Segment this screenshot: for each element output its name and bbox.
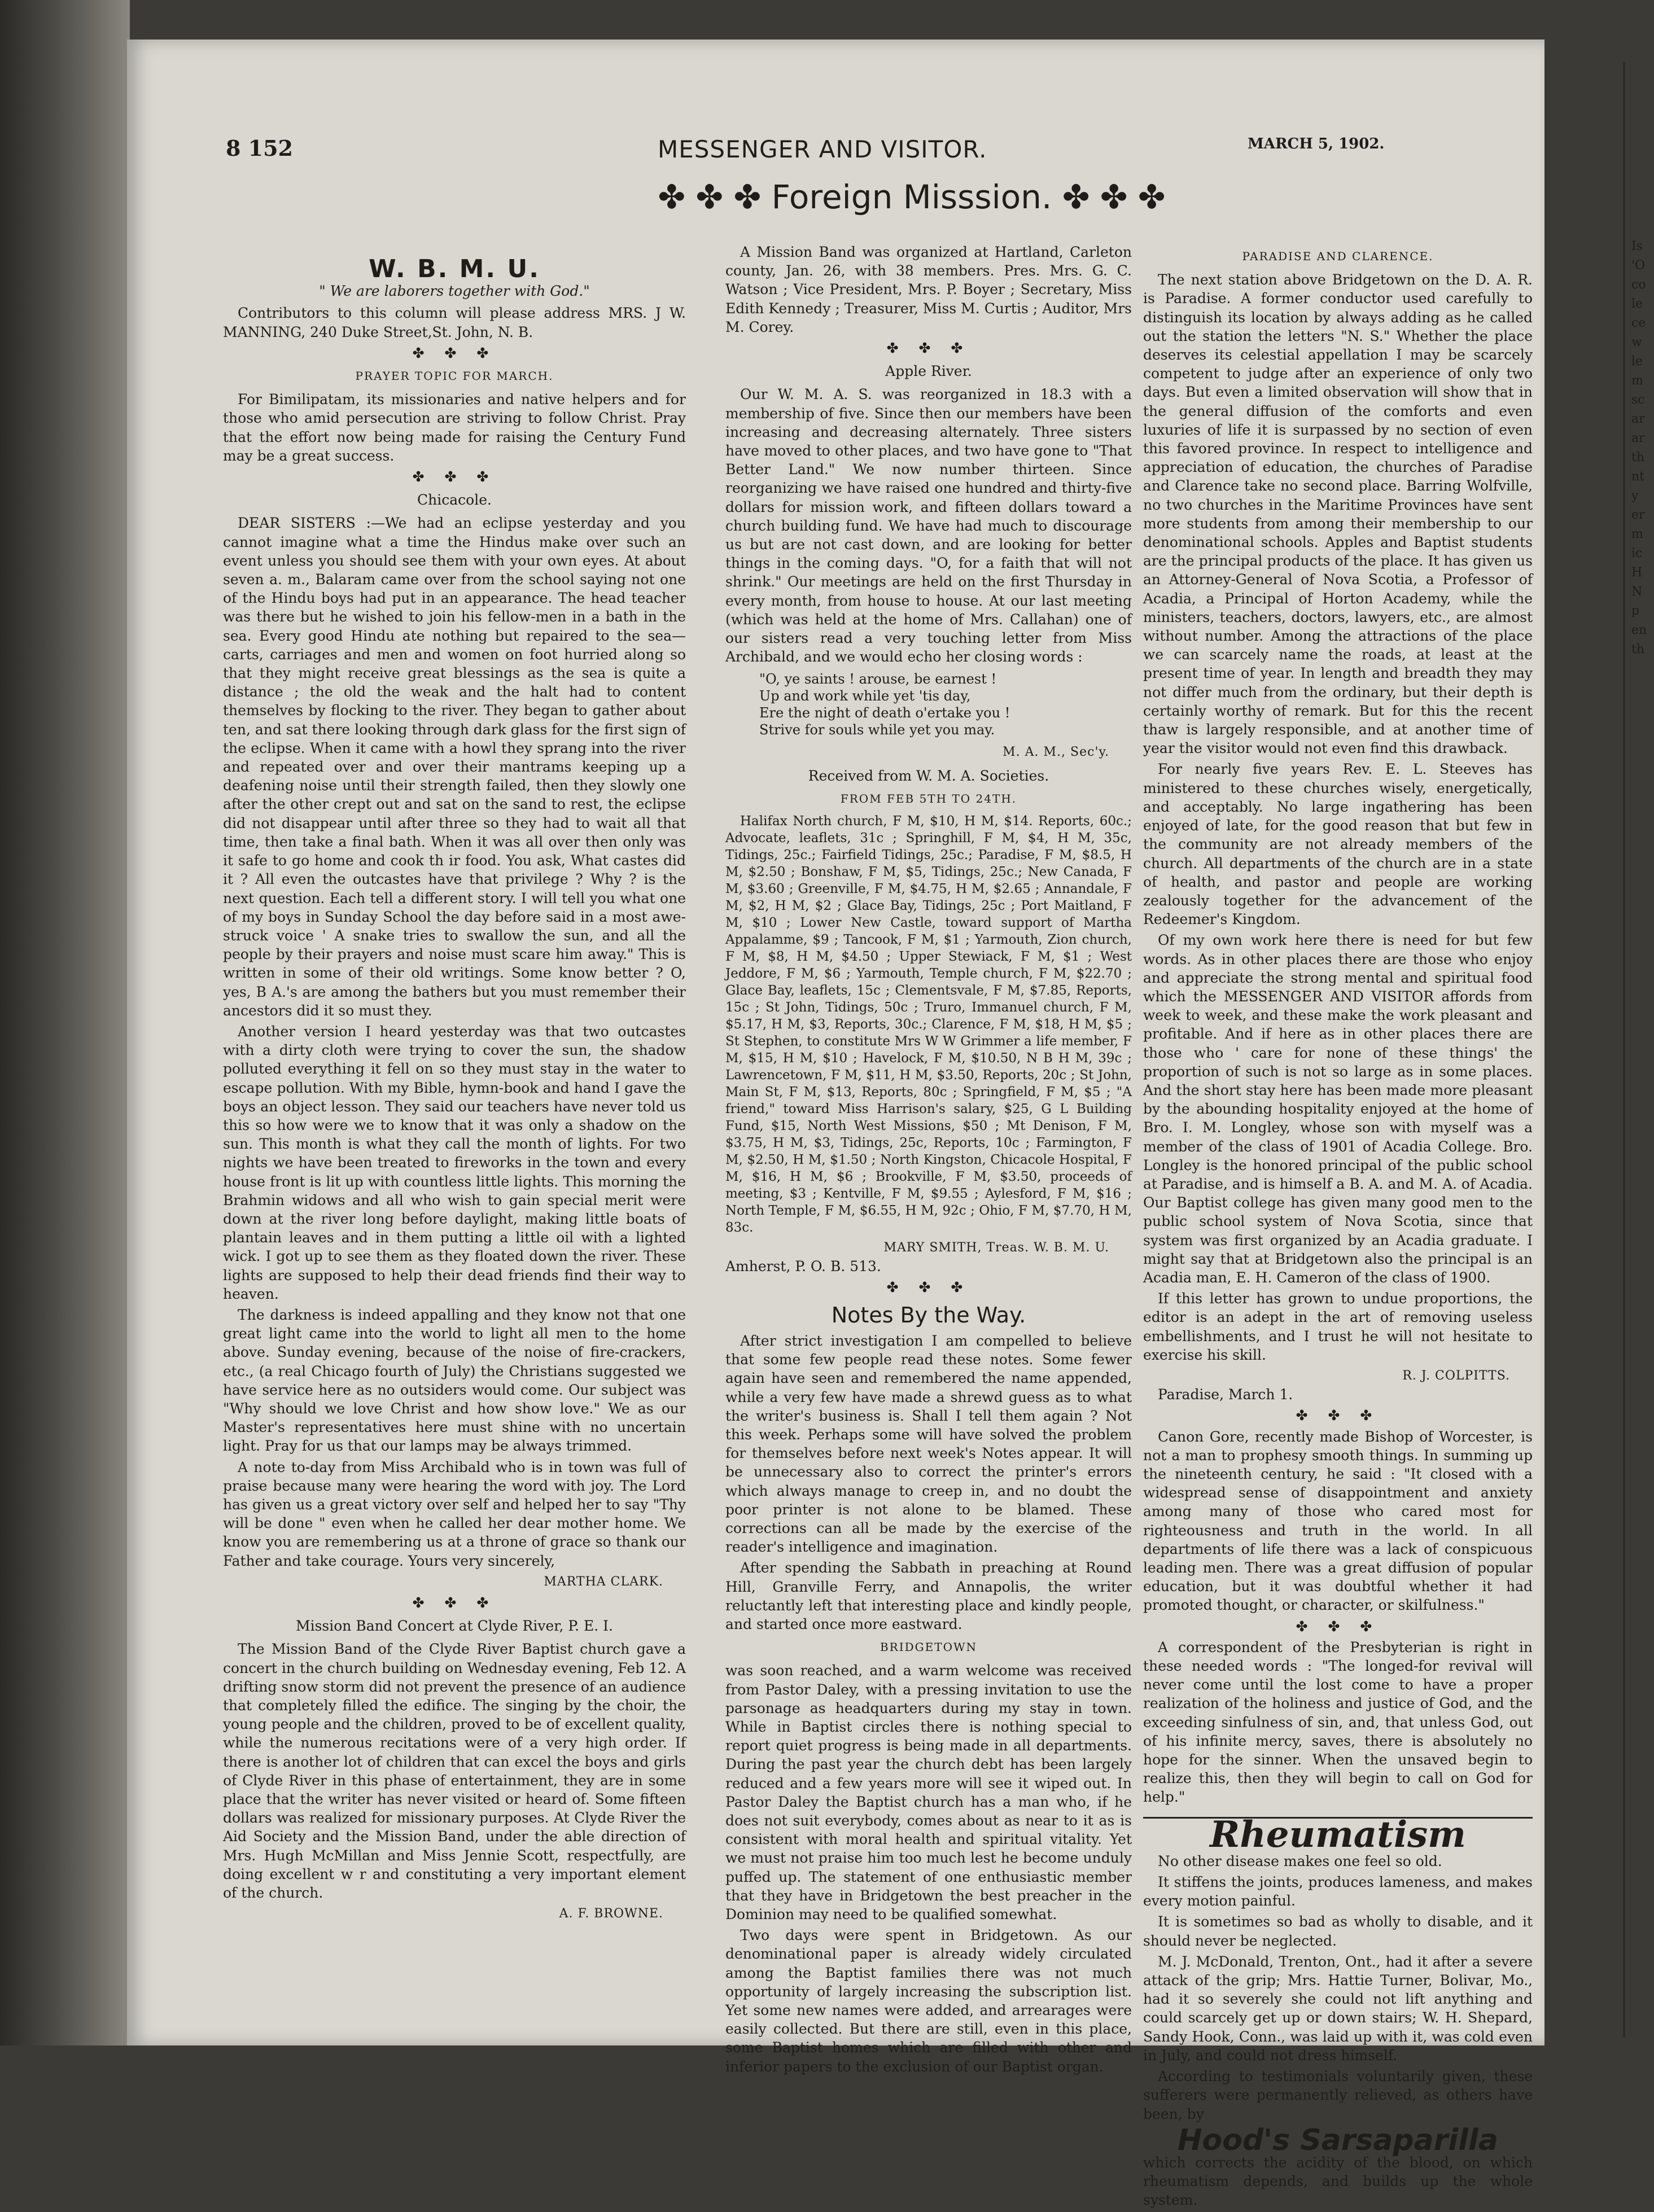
ad-tail: which corrects the acidity of the blood, on which rheumatism depends, and builds up the whole system. xyxy=(1143,2154,1533,2209)
ornament: ✤ ✤ ✤ xyxy=(886,340,971,357)
book-binding xyxy=(0,0,130,2045)
paradise-paragraph: For nearly five years Rev. E. L. Steeves has ministered to these churches wisely, energetically, and acceptably. No large ingathering has been enjoyed of late, for the good reason that but few in the community are not already members of the church. All departments of the church are in a state of health, and pastor and people are working zealously together for the advancement of the Redeemer's Kingdom. xyxy=(1143,761,1533,928)
edge-fragment: le xyxy=(1631,297,1643,311)
edge-fragment: ce xyxy=(1631,316,1646,330)
bridgetown-paragraph: Two days were spent in Bridgetown. As our denominational paper is already widely circulated among the Baptist families there was not much opportunity of largely increasing the subscription list. Yet some new names were added, and arrearages were easily collected. But there are still, even in this place, some Baptist homes which are filled with other and inferior papers to the exclusion of our Baptist organ. xyxy=(725,1927,1132,2075)
chicacole-heading: Chicacole. xyxy=(417,492,492,509)
apple-river-heading: Apple River. xyxy=(885,363,972,380)
presbyterian-quote: A correspondent of the Presbyterian is right in these needed words : "The longed-for revival will never come until the lost come to have a proper realization of the holiness and justice of God, and the exceeding sinfulness of sin, and, that unless God, out of his infinite mercy, saves, there is absolutely no hope for the sinner. When the unsaved begin to realize this, then they will begin to call on God for help." xyxy=(1143,1639,1533,1806)
page-fold xyxy=(1623,62,1625,2038)
edge-fragment: m xyxy=(1631,374,1643,388)
column-mission xyxy=(725,243,1132,2078)
edge-fragment: p xyxy=(1631,604,1640,618)
apple-river-report: Our W. M. A. S. was reorganized in 18.3 with a membership of five. Since then our members have been increasing and decreasing alternately. Three sisters have moved to other places, and two have gone to "That Better Land." We now number thirteen. Since reorganizing we have raised one hundred and thirty-five dollars for mission work, and fifteen dollars toward a church building fund. We have had much to discourage us but are not cast down, and are looking for better things in the coming days. "O, for a faith that will not shrink." Our meetings are held on the first Thursday in every month, from house to house. At our last meeting (which was held at the home of Mrs. Callahan) one of our sisters read a very touching letter from Miss Archibald, and we would echo her closing words : xyxy=(725,386,1132,665)
apple-river-signature: M. A. M., Sec'y. xyxy=(1003,745,1109,760)
ad-paragraph: According to testimonials voluntarily given, these sufferers were permanently relieved, as others have been, by xyxy=(1143,2068,1533,2122)
concert-report: The Mission Band of the Clyde River Baptist church gave a concert in the church building on Wednesday evening, Feb 12. A drifting snow storm did not prevent the presence of an audience that completely filled the edifice. The singing by the choir, the young people and the children, proved to be of excellent quality, while the numerous recitations were of a very high order. If there is another lot of children that can excel the boys and girls of Clyde River in this phase of entertainment, they are in some place that the writer has never visited or heard of. Some fifteen dollars was realized for missionary purposes. At Clyde River the Aid Society and the Mission Band, under the able direction of Mrs. Hugh McMillan and Miss Jennie Scott, respectfully, are doing excellent w r and constituting a very important element of the church. xyxy=(223,1641,686,1902)
notes-paragraph: After spending the Sabbath in preaching at Round Hill, Granville Ferry, and Annapolis, the writer reluctantly left that interesting place and kindly people, and started once more eastward. xyxy=(725,1560,1132,1632)
ornament-left: ✤ ✤ ✤ xyxy=(658,178,762,216)
ornament: ✤ ✤ ✤ xyxy=(886,1279,971,1296)
edge-fragment: le xyxy=(1631,354,1643,369)
ornament: ✤ ✤ ✤ xyxy=(412,1595,497,1611)
ornament-right: ✤ ✤ ✤ xyxy=(1062,178,1166,216)
edge-fragment: sc xyxy=(1631,393,1645,407)
edge-fragment: y xyxy=(1631,489,1639,503)
section-heading xyxy=(612,178,1211,216)
edge-fragment: w xyxy=(1631,335,1642,349)
paradise-heading: PARADISE AND CLARENCE. xyxy=(1242,249,1434,263)
column-paradise xyxy=(1143,243,1533,2212)
edge-fragment: H xyxy=(1631,566,1643,580)
edge-fragment: N xyxy=(1631,585,1643,599)
received-heading: Received from W. M. A. Societies. xyxy=(808,767,1049,784)
letter-paragraph: A note to-day from Miss Archibald who is in town was full of praise because many were hearing the word with joy. The Lord has given us a great victory over self and helped her to say "Thy will be done " even when he called her dear mother home. We know you are remembering us at a throne of grace so thank our Father and take courage. Yours very sincerely, xyxy=(223,1458,686,1569)
letter-signature: MARTHA CLARK. xyxy=(544,1574,663,1589)
edge-fragment: th xyxy=(1631,450,1645,465)
hartland-band: A Mission Band was organized at Hartland, Carleton county, Jan. 26, with 38 members. Pres. Mrs. G. C. Watson ; Vice President, Mrs. P. Boyer ; Secretary, Miss Edith Kennedy ; Treasurer, Miss M. Curtis ; Auditor, Mrs M. Corey. xyxy=(725,244,1132,335)
poem xyxy=(759,671,1132,738)
prayer-topic: For Bimilipatam, its missionaries and native helpers and for those who amid persecution are striving to follow Christ. Pray that the effort now being made for raising the Century Fund may be a great success. xyxy=(223,391,686,464)
ornament: ✤ ✤ ✤ xyxy=(412,344,497,361)
issue-date: MARCH 5, 1902. xyxy=(1248,135,1385,152)
wbmu-motto: " We are laborers together with God." xyxy=(319,283,590,300)
page-number: 8 152 xyxy=(226,135,293,161)
poem-line: Up and work while yet 'tis day, xyxy=(759,688,971,704)
hoods-advertisement xyxy=(1143,1813,1533,2210)
notes-paragraph: After strict investigation I am compelled to believe that some few people read these notes. Some fewer again have seen and remembered the name appended, while a very few have made a shrewd guess as to what the writer's business is. Shall I tell them again ? Not this week. Perhaps some will have solved the problem for themselves before next week's Notes appear. It will be unnecessary also to correct the printer's errors which always manage to creep in, and no doubt the poor printer is not alone to be blamed. These corrections can all be made by the exercise of the reader's intelligence and imagination. xyxy=(725,1332,1132,1556)
notes-heading: Notes By the Way. xyxy=(831,1302,1026,1328)
edge-fragment: ic xyxy=(1631,546,1643,560)
poem-line: Strive for souls while yet you may. xyxy=(759,722,995,738)
treasurer-signature: MARY SMITH, Treas. W. B. M. U. xyxy=(883,1241,1109,1255)
ad-paragraph: No other disease makes one feel so old. xyxy=(1158,1852,1442,1869)
paradise-paragraph: The next station above Bridgetown on the D. A. R. is Paradise. A former conductor used carefully to distinguish its location by always adding as he called out the station the letters "N. S." Whether the place deserves its celestial appellation I may be scarcely competent to judge after an experience of only two days. But even a limited observation will show that in the general diffusion of the comforts and even luxuries of life it is surpassed by no section of even this favored province. In respect to intelligence and appreciation of education, the churches of Paradise and Clarence take no second place. Barring Wolfville, no two churches in the Maritime Provinces have sent more students from among their membership to our denominational schools. Apples and Baptist students are the principal products of the place. It has given us an Attorney-General of Nova Scotia, a Professor of Acadia, a Principal of Horton Academy, while the ministers, teachers, doctors, lawyers, etc., are almost without number. Among the attractions of the place we can scarcely name the roads, at least at the present time of year. In length and breadth they may not differ much from the ordinary, but their depth is certainly worthy of remark. But for this the recent thaw is largely responsible, and at another time of year the visitor would not even find this drawback. xyxy=(1143,271,1533,757)
ad-paragraph: M. J. McDonald, Trenton, Ont., had it after a severe attack of the grip; Mrs. Hattie Turner, Bolivar, Mo., had it so severely she could not lift anything and could scarcely get up or down stairs; W. H. Shepard, Sandy Hook, Conn., was laid up with it, was cold even in July, and could not dress himself. xyxy=(1143,1953,1533,2064)
concert-heading: Mission Band Concert at Clyde River, P. E. I. xyxy=(295,1618,614,1635)
ad-paragraph: It is sometimes so bad as wholly to disable, and it should never be neglected. xyxy=(1143,1913,1533,1949)
paradise-paragraph: Of my own work here there is need for but few words. As in other places there are those who enjoy and appreciate the strong mental and spiritual food which the MESSENGER AND VISITOR affords from week to week, and these make the work pleasant and profitable. And if here as in other places there are those who ' care for none of these things' the proportion of such is not so large as in some places. And the short stay here has been made more pleasant by the abounding hospitality enjoyed at the home of Bro. I. M. Longley, whose son with myself was a member of the class of 1901 of Acadia College. Bro. Longley is the honored principal of the public school at Paradise, and is himself a B. A. and M. A. of Acadia. Our Baptist college has given many good men to the public school system of Nova Scotia, since that system was first organized by an Acadia graduate. I might say that at Bridgetown also the principal is an Acadia man, E. H. Cameron of the class of 1900. xyxy=(1143,932,1533,1286)
newspaper-title: MESSENGER AND VISITOR. xyxy=(658,135,987,163)
letter-paragraph: The darkness is indeed appalling and they know not that one great light came into the world to light all men to the home above. Sunday evening, because of the noise of fire-crackers, etc., (a real Chicago fourth of July) the Christians suggested we have service here as no outsiders would come. Our subject was "Why should we love Christ and how show love." We as our Master's representatives here must shine with no uncertain light. Pray for us that our lamps may be always trimmed. xyxy=(223,1306,686,1455)
received-dates: FROM FEB 5TH TO 24TH. xyxy=(840,791,1017,805)
wbmu-intro: Contributors to this column will please address MRS. J W. MANNING, 240 Duke Street,St. John, N. B. xyxy=(223,305,686,340)
dateline: Paradise, March 1. xyxy=(1158,1386,1293,1403)
ornament: ✤ ✤ ✤ xyxy=(1296,1618,1380,1635)
edge-fragment: co xyxy=(1631,278,1646,292)
edge-fragment: nt xyxy=(1631,470,1645,484)
treasurer-address: Amherst, P. O. B. 513. xyxy=(725,1258,881,1275)
canon-gore: Canon Gore, recently made Bishop of Worcester, is not a man to prophesy smooth things. In summing up the nineteenth century, he said : "It closed with a widespread sense of disappointment and anxiety among many of those who cared most for righteousness and truth in the world. In all departments of life there was a lack of conspicuous leading men. There was a great diffusion of popular education, but it was doubtful whether it had promoted thought, or character, or skilfulness." xyxy=(1143,1428,1533,1614)
edge-fragment: er xyxy=(1631,508,1645,522)
edge-fragment: ar xyxy=(1631,412,1645,426)
section-title: Foreign Misssion. xyxy=(771,178,1052,216)
ornament: ✤ ✤ ✤ xyxy=(1296,1407,1380,1424)
letter-paragraph: DEAR SISTERS :—We had an eclipse yesterday and you cannot imagine what a time the Hindus make over such an event unless you should see them with your own eyes. At about seven a. m., Balaram came over from the school saying not one of the Hindu boys had put in an appearance. The head teacher was there but he wished to join his fellow-men in a bath in the sea. Every good Hindu ate nothing but repaired to the sea—carts, carriages and men and women on foot hurried along so that they might receive great blessings as the sea is quite a distance ; the old the weak and the halt had to content themselves by flocking to the river. They began to gather about ten, and sat there looking through dark glass for the first sign of the eclipse. When it came with a howl they sprang into the river and repeated over and over their mantrams keeping up a deafening noise until their strength failed, then they slowly one after the other crept out and sat on the sand to rest, the eclipse did not disappear until after three so they had to wait all that time, then take a final bath. When it was all over then only was it safe to go home and cook th ir food. You ask, What castes did it ? All even the outcastes have that privilege ? Why ? is the next question. Each tell a different story. I will tell you what one of my boys in Sunday School the day before said in a most awe-struck voice ' A snake tries to swallow the sun, and all the people by their prayers and noise must scare him away." This is written in some of their old writings. Some know better ? O, yes, B A.'s are among the bathers but you must remember their ancestors did it so must they. xyxy=(223,515,686,1019)
received-list: Halifax North church, F M, $10, H M, $14. Reports, 60c.; Advocate, leaflets, 31c ; Springhill, F M, $4, H M, 35c, Tidings, 25c.; Fairfield Tidings, 25c.; Paradise, F M, $8.5, H M, $2.50 ; Bonshaw, F M, $5, Tidings, 25c.; New Canada, F M, $3.60 ; Greenville, F M, $4.75, H M, $2.65 ; Annandale, F M, $2, H M, $2 ; Glace Bay, Tidings, 25c ; Port Maitland, F M, $10 ; Lower New Castle, toward support of Martha Appalamme, $9 ; Tancook, F M, $1 ; Yarmouth, Zion church, F M, $8, H M, $4.50 ; Upper Stewiack, F M, $1 ; West Jeddore, F M, $6 ; Yarmouth, Temple church, F M, $22.70 ; Glace Bay, leaflets, 15c ; Clementsvale, F M, $7.85, Reports, 15c ; St John, Tidings, 50c ; Truro, Immanuel church, F M, $5.17, H M, $3, Reports, 30c.; Clarence, F M, $18, H M, $5 ; St Stephen, to constitute Mrs W W Grimmer a life member, F M, $15, H M, $10 ; Havelock, F M, $10.50, N B H M, 39c ; Lawrencetown, F M, $11, H M, $3.50, Reports, 20c ; St John, Main St, F M, $13, Reports, 80c ; Springfield, F M, $5 ; "A friend," toward Miss Harrison's salary, $25, G L Building Fund, $15, North West Missions, $50 ; Mt Denison, F M, $3.75, H M, $3, Tidings, 25c, Reports, 10c ; Farmington, F M, $2.50, H M, $1.50 ; North Kingston, Chicacole Hospital, F M, $16, H M, $6 ; Brookville, F M, $3.50, proceeds of meeting, $3 ; Kentville, F M, $9.55 ; Aylesford, F M, $16 ; North Temple, F M, $6.55, H M, 92c ; Ohio, F M, $7.70, H M, 83c. xyxy=(725,814,1132,1236)
column-wbmu xyxy=(223,237,686,1923)
prayer-topic-heading: PRAYER TOPIC FOR MARCH. xyxy=(355,369,554,383)
concert-signature: A. F. BROWNE. xyxy=(559,1907,663,1921)
edge-fragment: Is xyxy=(1631,239,1643,253)
edge-fragment: m xyxy=(1631,527,1643,541)
page-header xyxy=(127,135,1544,181)
wbmu-title: W. B. M. U. xyxy=(369,255,540,283)
poem-line: Ere the night of death o'ertake you ! xyxy=(759,705,1010,721)
ad-paragraph: It stiffens the joints, produces lameness, and makes every motion painful. xyxy=(1143,1874,1533,1909)
ad-title: Rheumatism xyxy=(1210,1813,1466,1856)
bridgetown-heading: BRIDGETOWN xyxy=(879,1640,978,1654)
adjacent-page-fragment xyxy=(1631,237,1654,659)
letter-paragraph: Another version I heard yesterday was that two outcastes with a dirty cloth were trying to cover the sun, the shadow polluted everything it fell on so they must stay in the water to escape pollution. With my Bible, hymn-book and hand I gave the boys an object lesson. They said our teachers have never told us this so how were we to know that it was only a shadow on the sun. This month is what they call the month of lights. For two nights we have been treated to fireworks in the town and every house front is lit up with countless little lights. This morning the Brahmin widows and all who wish to gain special merit were down at the river long before daylight, making little boats of plantain leaves and in them putting a little oil with a lighted wick. I got up to see them as they floated down the river. These lights are supposed to help their dead friends find their way to heaven. xyxy=(223,1023,686,1302)
poem-line: "O, ye saints ! arouse, be earnest ! xyxy=(759,671,997,687)
ad-brand: Hood's Sarsaparilla xyxy=(1178,2123,1498,2157)
newspaper-page xyxy=(127,40,1647,2209)
edge-fragment: ar xyxy=(1631,431,1645,445)
ornament: ✤ ✤ ✤ xyxy=(412,468,497,485)
bridgetown-paragraph: was soon reached, and a warm welcome was received from Pastor Daley, with a pressing invitation to use the parsonage as headquarters during my stay in town. While in Baptist circles there is nothing special to report quiet progress is being made in all departments. During the past year the church debt has been largely reduced and a few years more will see it wiped out. In Pastor Daley the Baptist church has a man who, if he does not suit everybody, comes about as near to it as is consistent with moral health and spiritual vitality. Yet we must not praise him too much lest he become unduly puffed up. The statement of one enthusiastic member that they have in Bridgetown the best preacher in the Dominion may need to be qualified somewhat. xyxy=(725,1662,1132,1922)
edge-fragment: th xyxy=(1631,642,1645,656)
edge-fragment: en xyxy=(1631,623,1647,637)
edge-fragment: 'O xyxy=(1631,259,1646,273)
paradise-paragraph: If this letter has grown to undue proportions, the editor is an adept in the art of removing useless embellishments, and I trust he will not hesitate to exercise his skill. xyxy=(1143,1290,1533,1363)
colpitts-signature: R. J. COLPITTS. xyxy=(1402,1368,1510,1383)
